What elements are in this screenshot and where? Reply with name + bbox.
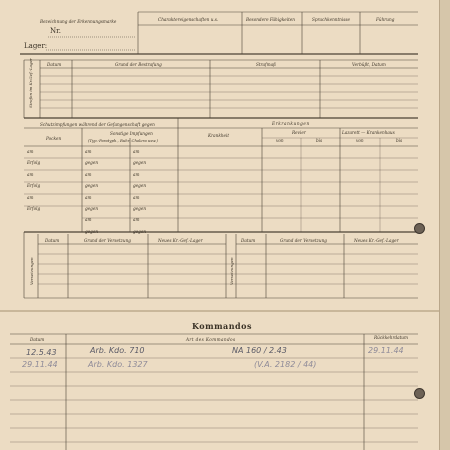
vers-right-col-grund: Grund der Versetzung — [280, 238, 327, 243]
vers-left-col-grund: Grund der Versetzung — [84, 238, 131, 243]
kommando-2-extra: (V.A. 2182 / 44) — [254, 360, 317, 369]
versetzungen-side-label-left: Versetzungen — [29, 257, 34, 285]
impf-row-b: am — [133, 171, 140, 177]
impf-row-b: gegen — [133, 228, 147, 234]
col-fuehrung: Führung — [376, 17, 395, 22]
kommandos-col-art: Art des Kommandos — [186, 337, 236, 342]
col-bezeichnung: Bezeichnung der Erkennungsmarke — [40, 19, 117, 24]
kommando-2-datum: 29.11.44 — [22, 360, 58, 369]
impf-row-label: Erfolg — [27, 206, 41, 211]
impfungen-title: Schutzimpfungen während der Gefangenschaft gegen — [40, 122, 155, 127]
kommando-1-extra: NA 160 / 2.43 — [232, 346, 287, 355]
impf-row-b: am — [133, 194, 140, 200]
impf-row-label: am — [27, 149, 34, 154]
impf-row-a: am — [85, 149, 92, 154]
erkrankungen-col-lazarett: Lazarett — Krankenhaus — [342, 130, 395, 135]
vers-right-col-neues: Neues Kr.-Gef.-Lager — [354, 238, 399, 243]
erkrankungen-laz-von: von — [356, 138, 364, 143]
strafen-col-datum: Datum — [47, 62, 62, 67]
kommando-2-art: Arb. Kdo. 1327 — [88, 360, 148, 369]
impf-row-label: Erfolg — [27, 160, 41, 166]
erkrankungen-col-krankheit: Krankheit — [208, 133, 230, 138]
impf-row-a: gegen — [85, 160, 99, 166]
impf-row-label: am — [27, 194, 34, 200]
nr-label: Nr. — [50, 27, 61, 35]
impf-row-label: Erfolg — [27, 183, 41, 189]
lager-label: Lager: — [24, 42, 48, 50]
impf-row-a: am — [85, 171, 92, 177]
kommando-1-datum: 12.5.43 — [26, 348, 57, 357]
impf-row-a: gegen — [85, 228, 99, 234]
erkrankungen-laz-bis: bis — [396, 138, 403, 143]
impfungen-col-sonstige-sub: (Typ.-Paratyph., Ruhr, Cholera usw.) — [88, 138, 158, 143]
punch-hole-upper — [414, 223, 425, 234]
vers-right-col-datum: Datum — [241, 238, 256, 243]
vers-left-col-datum: Datum — [45, 238, 60, 243]
impf-row-a: am — [85, 217, 92, 223]
punch-hole-lower — [414, 388, 425, 399]
impf-row-a: gegen — [85, 206, 99, 211]
strafen-side-label: Strafen im Kr.Gef.-Lager — [28, 58, 33, 108]
kommandos-col-datum: Datum — [30, 337, 45, 342]
col-faehigkeiten: Besondere Fähigkeiten — [246, 17, 295, 22]
erkrankungen-title: Erkrankungen — [272, 121, 310, 126]
impfungen-col-pocken: Pocken — [46, 136, 62, 141]
impf-row-b: gegen — [133, 206, 147, 211]
impf-row-b: am — [133, 149, 140, 154]
impf-row-a: am — [85, 194, 92, 200]
erkrankungen-col-revier: Revier — [292, 130, 306, 135]
col-charakter: Charaktereigenschaften u.s. — [158, 17, 219, 22]
impfungen-col-sonstige: Sonstige Impfungen — [110, 131, 153, 136]
kommandos-title: Kommandos — [192, 321, 252, 331]
impf-row-b: gegen — [133, 183, 147, 189]
versetzungen-side-label-right: Versetzungen — [229, 257, 234, 285]
kommandos-col-rueck: Rückkehrdatum — [374, 335, 408, 340]
strafen-col-strafmass: Strafmaß — [256, 62, 276, 67]
impf-row-a: gegen — [85, 183, 99, 189]
strafen-col-verbuesst: Verbüßt, Datum — [352, 62, 386, 67]
impf-row-b: am — [133, 217, 140, 223]
erkrankungen-revier-von: von — [276, 138, 284, 143]
col-sprach: Sprachkenntnisse — [312, 17, 350, 22]
erkrankungen-revier-bis: bis — [316, 138, 323, 143]
kommando-1-rueck: 29.11.44 — [368, 346, 404, 355]
kommando-1-art: Arb. Kdo. 710 — [90, 346, 145, 355]
vers-left-col-neues: Neues Kr.-Gef.-Lager — [158, 238, 203, 243]
impf-row-b: gegen — [133, 160, 147, 166]
impf-row-label: am — [27, 171, 34, 177]
strafen-col-grund: Grund der Bestrafung — [115, 62, 162, 67]
